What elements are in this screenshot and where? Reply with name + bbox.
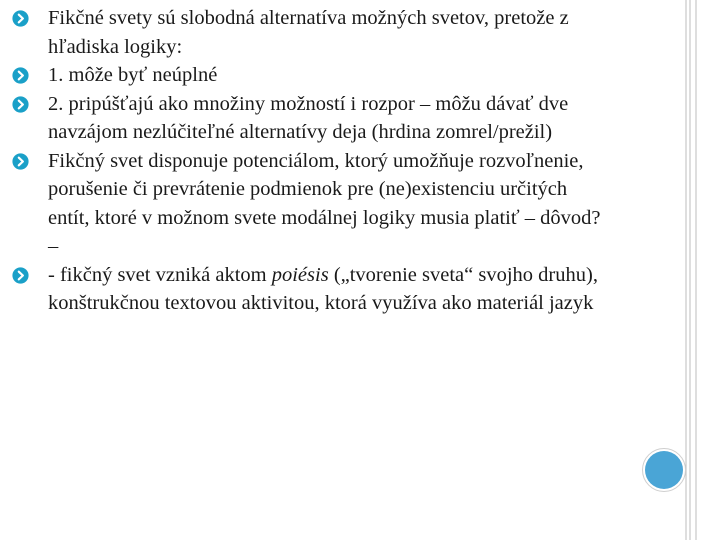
bullet-text: 1. môže byť neúplné (48, 64, 218, 86)
blue-circle-decoration (642, 448, 686, 492)
bullet-text-italic: poiésis (271, 263, 329, 286)
bullet-text-part: - fikčný svet vzniká aktom (48, 263, 272, 286)
bullet-item (12, 4, 612, 61)
circle-chevron-right-icon (12, 10, 29, 27)
circle-chevron-right-icon (12, 67, 29, 84)
bullet-text: Fikčný svet disponuje potenciálom, ktorý umožňuje rozvoľnenie, porušenie či prevrátenie podmienok pre (ne)existenciu určitých entít, ktoré v možnom svete modálnej logiky musia platiť – dôvod? – (48, 149, 601, 257)
bullet-item (12, 90, 612, 147)
bullet-text-part: („tvorenie sveta“ svojho druhu), konštrukčnou textovou aktivitou, ktorá využíva ako materiál jazyk (48, 263, 598, 314)
circle-chevron-right-icon (12, 267, 29, 284)
slide-border-lines (684, 0, 698, 540)
bullet-text: 2. pripúšťajú ako množiny možností i rozpor – môžu dávať dve navzájom nezlúčiteľné alternatívy deja (hrdina zomrel/prežil) (48, 92, 569, 143)
bullet-item (12, 261, 612, 318)
circle-chevron-right-icon (12, 96, 29, 113)
bullet-item (12, 147, 612, 261)
circle-chevron-right-icon (12, 153, 29, 170)
bullet-list (12, 4, 612, 318)
bullet-text: Fikčné svety sú slobodná alternatíva možných svetov, pretože z hľadiska logiky: (48, 7, 569, 58)
bullet-item (12, 61, 612, 90)
